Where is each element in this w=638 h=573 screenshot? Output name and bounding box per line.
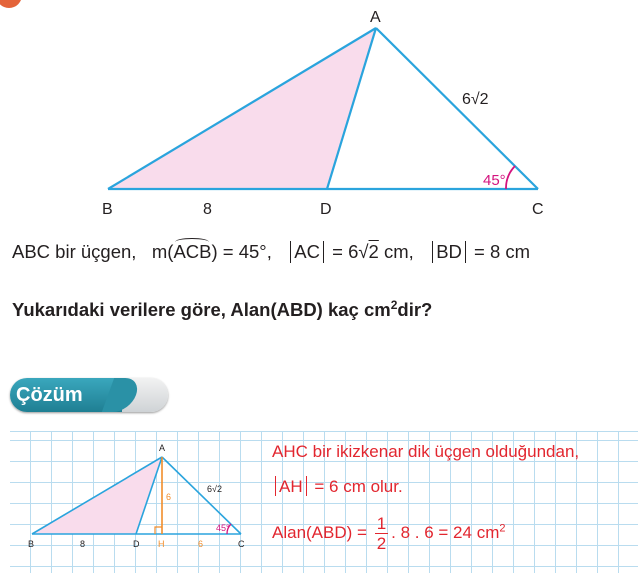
small-vertex-b: B <box>28 539 35 549</box>
angle-c-arc <box>506 166 515 189</box>
ac-coef: = 6 <box>332 241 359 262</box>
bd-value: = 8 cm <box>474 241 531 262</box>
small-bd-length: 8 <box>80 539 86 549</box>
angle-acb-arc-text: ACB <box>173 241 212 262</box>
question-suffix: dir? <box>397 299 433 321</box>
question-main: Yukarıdaki verilere göre, Alan(ABD) kaç cm <box>12 299 391 321</box>
small-vertex-h: H <box>158 539 165 549</box>
half-fraction <box>375 514 388 553</box>
small-ah-length: 6 <box>166 492 172 502</box>
small-angle-label: 45° <box>216 523 230 533</box>
fraction-denominator: 2 <box>376 534 387 553</box>
area-prefix: Alan(ABD) = <box>272 522 367 542</box>
vertex-a-label: A <box>370 9 381 26</box>
vertex-c-label: C <box>532 201 544 218</box>
main-triangle-figure <box>0 0 638 230</box>
ac-unit: cm, <box>383 241 414 262</box>
solution-title-text: Çözüm <box>16 384 83 406</box>
small-vertex-d: D <box>133 539 140 549</box>
ac-sqrt: √2 <box>358 241 379 262</box>
vertex-b-label: B <box>102 201 113 218</box>
ah-result: = 6 cm olur. <box>314 477 403 496</box>
solution-line-1: AHC bir ikizkenar dik üçgen olduğundan, <box>272 442 580 461</box>
ac-radicand: 2 <box>368 241 379 262</box>
question-sup: 2 <box>390 298 398 312</box>
angle-measure-close: ) = 45°, <box>211 241 272 262</box>
given-intro: ABC bir üçgen, <box>12 241 137 262</box>
ac-length-label: 6√2 <box>462 91 489 108</box>
ac-name: AC <box>294 241 320 262</box>
right-angle-mark <box>155 527 162 534</box>
small-vertex-c: C <box>238 539 245 549</box>
question-text <box>12 298 432 321</box>
vertex-d-label: D <box>320 201 332 218</box>
area-unit-sup: 2 <box>499 522 506 535</box>
area-calculation: . 8 . 6 = 24 cm <box>391 522 500 542</box>
solution-title <box>10 378 122 412</box>
solution-triangle-figure <box>0 430 272 572</box>
fraction-numerator: 1 <box>376 514 387 533</box>
bd-name: BD <box>436 241 462 262</box>
small-vertex-a: A <box>159 443 166 453</box>
small-hc-length: 6 <box>198 539 204 549</box>
angle-c-label: 45° <box>483 172 506 189</box>
given-statement <box>12 241 530 263</box>
solution-line-3 <box>272 514 505 553</box>
solution-line-2 <box>272 476 403 497</box>
ah-name: AH <box>279 477 303 496</box>
edge-ac <box>376 28 538 189</box>
bd-length-label: 8 <box>203 201 212 218</box>
small-ac-length: 6√2 <box>207 484 222 494</box>
angle-measure-open: m( <box>151 241 174 262</box>
